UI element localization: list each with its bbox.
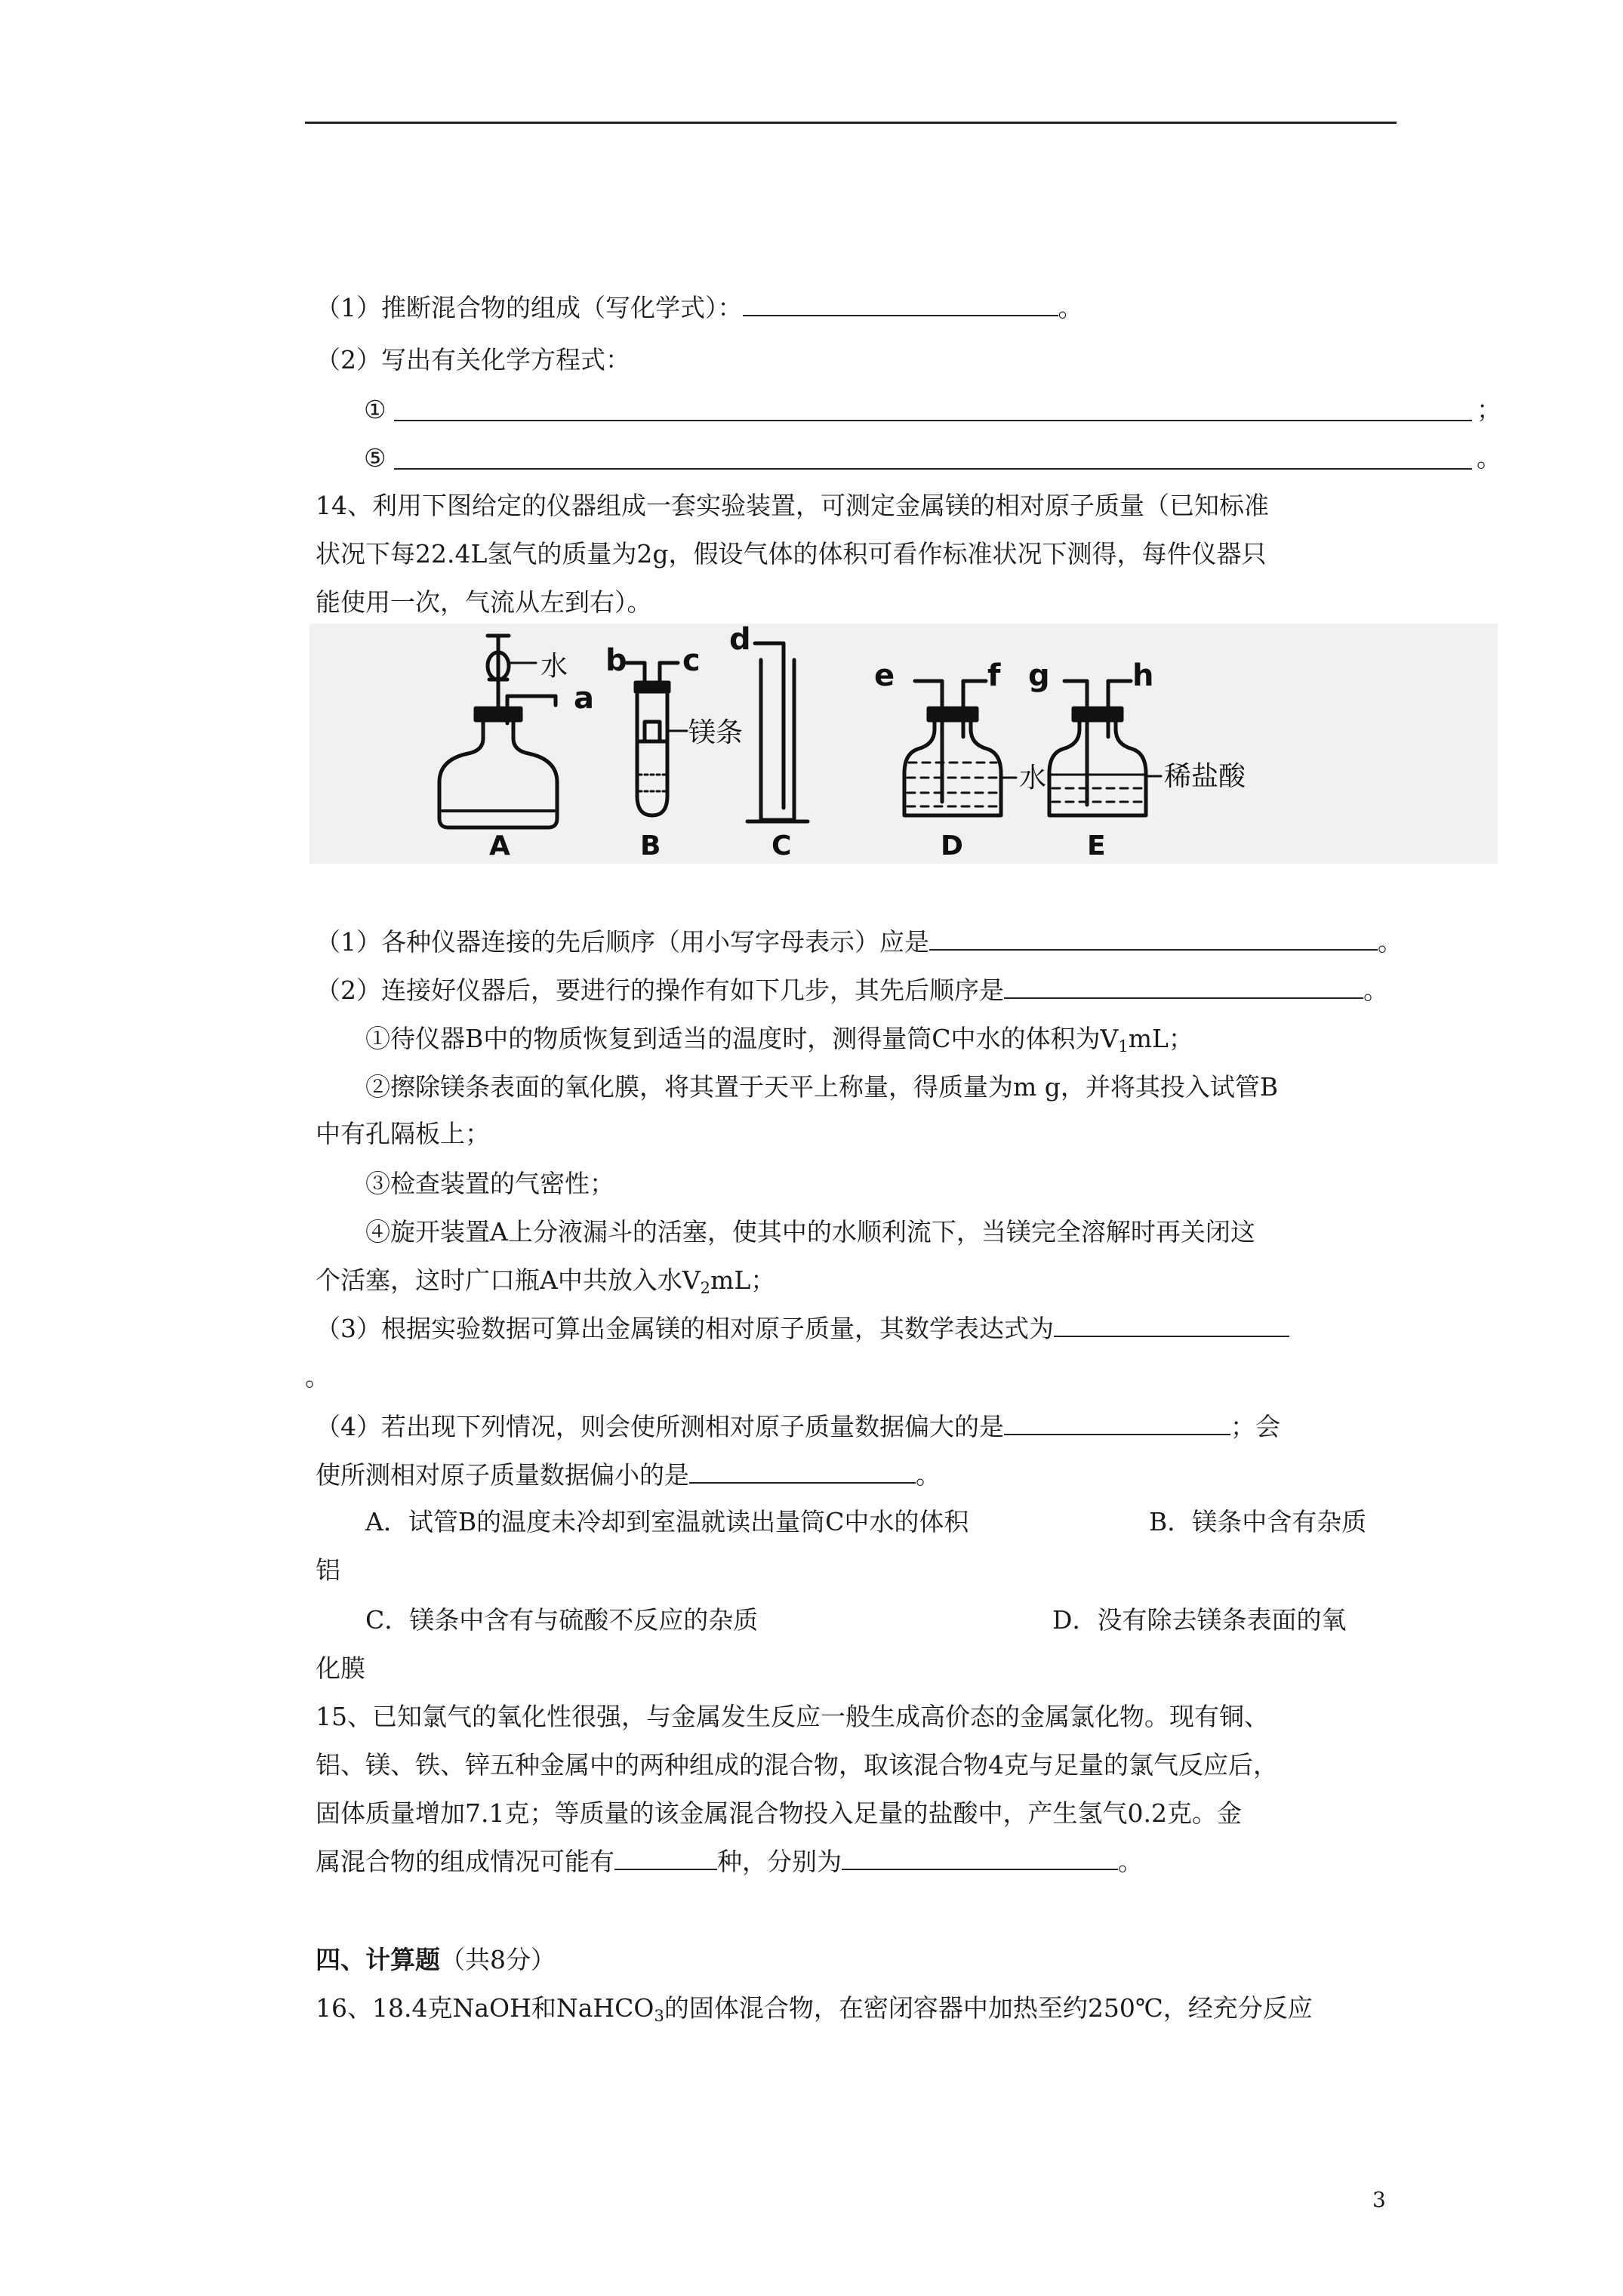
port-b-label: b <box>605 643 627 678</box>
port-h-label: h <box>1132 658 1154 693</box>
q14-step4-b: 个活塞，这时广口瓶A中共放入水$V_2mL$； <box>316 1265 776 1297</box>
answer-blank <box>743 292 1058 316</box>
q14-option-b: B．镁条中含有杂质 <box>1149 1507 1367 1536</box>
caption-b: B <box>640 831 661 861</box>
caption-a: A <box>489 831 510 861</box>
apparatus-e <box>1049 681 1161 815</box>
q16-line1: 16、18.4克NaOH和NaHCO$_3$的固体混合物，在密闭容器中加热至约250℃，经充分反应 <box>316 1993 1313 2025</box>
q14-part4-b: 使所测相对原子质量数据偏小的是 。 <box>316 1460 941 1490</box>
answer-blank <box>614 1846 717 1870</box>
section-4-heading: 四、计算题（共8分） <box>316 1945 556 1974</box>
q14-part3-end: 。 <box>305 1362 330 1391</box>
answer-blank <box>929 926 1378 951</box>
dilute-hcl-label: 稀盐酸 <box>1164 761 1246 792</box>
answer-blank <box>842 1846 1118 1870</box>
q14-part3: （3）根据实验数据可算出金属镁的相对原子质量，其数学表达式为 <box>316 1312 1289 1345</box>
q13-eq5-label: ⑤ <box>364 443 387 473</box>
water-label-d: 水 <box>1019 763 1047 794</box>
q14-step1: ①待仪器B中的物质恢复到适当的温度时，测得量筒C中水的体积为$V_1mL$； <box>365 1024 1193 1056</box>
apparatus-a <box>439 636 557 827</box>
answer-blank <box>689 1459 916 1484</box>
answer-blank <box>1004 975 1363 999</box>
answer-blank <box>1054 1313 1289 1337</box>
apparatus-c <box>747 643 808 821</box>
q15-line4: 属混合物的组成情况可能有 种，分别为 。 <box>316 1847 1143 1876</box>
q14-step2-b: 中有孔隔板上； <box>316 1119 490 1148</box>
page-number: 3 <box>1372 2187 1386 2212</box>
q14-option-a: A．试管B的温度未冷却到室温就读出量筒C中水的体积 <box>365 1507 969 1536</box>
apparatus-figure <box>310 624 1498 864</box>
q13-part2: （2）写出有关化学方程式： <box>316 345 630 374</box>
answer-blank <box>394 468 1472 470</box>
q14-part1: （1）各种仪器连接的先后顺序（用小写字母表示）应是 。 <box>316 927 1403 957</box>
q14-stem-2: 状况下每22.4L氢气的质量为2g，假设气体的体积可看作标准状况下测得，每件仪器只 <box>316 539 1267 569</box>
q15-line2: 铝、镁、铁、锌五种金属中的两种组成的混合物，取该混合物4克与足量的氯气反应后， <box>316 1750 1278 1780</box>
caption-e: E <box>1087 831 1106 861</box>
port-a-label: a <box>574 681 594 716</box>
header-rule <box>305 122 1397 124</box>
q15-line3: 固体质量增加7.1克；等质量的该金属混合物投入足量的盐酸中，产生氢气0.2克。金 <box>316 1798 1242 1828</box>
q15-line1: 15、已知氯气的氧化性很强，与金属发生反应一般生成高价态的金属氯化物。现有铜、 <box>316 1702 1269 1731</box>
port-c-label: c <box>682 643 701 678</box>
q13-eq1-label: ① <box>364 395 387 424</box>
q13-part1: （1）推断混合物的组成（写化学式）： 。 <box>316 293 1083 322</box>
q14-step4-a: ④旋开装置A上分液漏斗的活塞，使其中的水顺利流下，当镁完全溶解时再关闭这 <box>365 1217 1255 1247</box>
port-g-label: g <box>1028 658 1050 693</box>
port-f-label: f <box>987 658 1001 693</box>
port-d-label: d <box>729 624 751 657</box>
q14-option-c: C．镁条中含有与硫酸不反应的杂质 <box>365 1605 759 1635</box>
answer-blank <box>394 420 1472 421</box>
q14-step2-a: ②擦除镁条表面的氧化膜，将其置于天平上称量，得质量为m g，并将其投入试管B <box>365 1072 1279 1102</box>
magnesium-ribbon-label: 镁条 <box>688 717 744 748</box>
apparatus-d <box>904 681 1016 815</box>
caption-c: C <box>771 831 792 861</box>
caption-d: D <box>941 831 963 861</box>
water-label: 水 <box>540 651 568 682</box>
q14-part2: （2）连接好仪器后，要进行的操作有如下几步，其先后顺序是 。 <box>316 975 1388 1005</box>
q14-option-b-cont: 铝 <box>316 1555 340 1585</box>
q14-stem-1: 14、利用下图给定的仪器组成一套实验装置，可测定金属镁的相对原子质量（已知标准 <box>316 491 1269 520</box>
apparatus-b <box>627 663 687 815</box>
answer-blank <box>1004 1411 1230 1435</box>
q14-part4-a: （4）若出现下列情况，则会使所测相对原子质量数据偏大的是 ；会 <box>316 1412 1280 1441</box>
q13-part1-text: （1）推断混合物的组成（写化学式）： <box>316 293 743 322</box>
port-e-label: e <box>874 658 895 693</box>
q14-option-d: D．没有除去镁条表面的氧 <box>1052 1605 1347 1635</box>
q14-option-d-cont: 化膜 <box>316 1653 365 1683</box>
q14-step3: ③检查装置的气密性； <box>365 1169 614 1198</box>
q14-stem-3: 能使用一次，气流从左到右）。 <box>316 587 652 617</box>
